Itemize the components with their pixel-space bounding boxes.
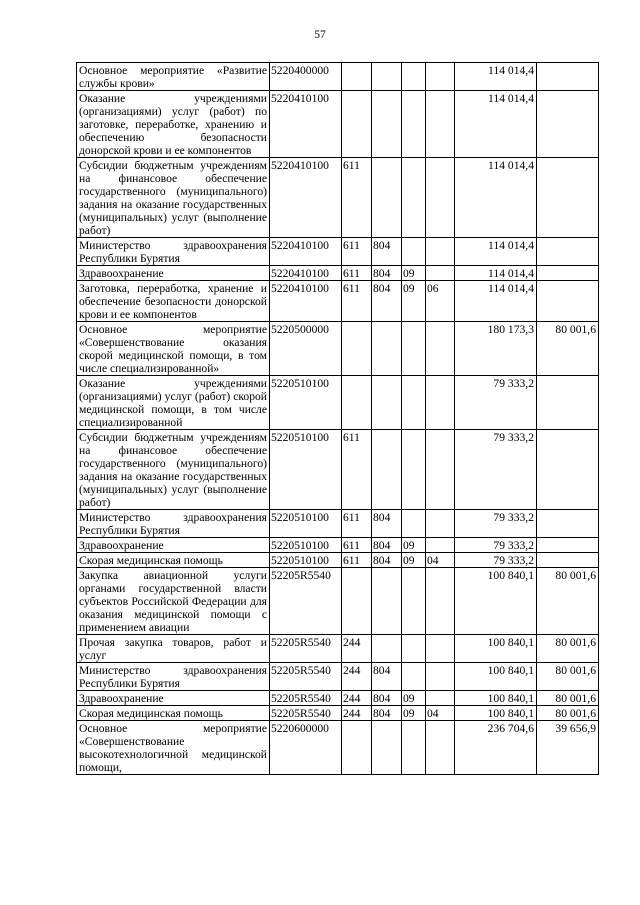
table-row (77, 691, 599, 706)
row-rz-cell (402, 510, 426, 538)
row-grbs-cell: 804 (372, 691, 402, 706)
row-federal-amount-cell (537, 63, 599, 91)
row-rz-cell (402, 635, 426, 663)
row-vr-cell: 244 (342, 691, 372, 706)
row-vr-cell: 244 (342, 663, 372, 691)
row-rz-cell (402, 238, 426, 266)
row-grbs-cell: 804 (372, 266, 402, 281)
row-name-cell: Здравоохранение (77, 266, 270, 281)
row-rz-cell (402, 322, 426, 376)
row-csr-cell: 5220510100 (270, 376, 342, 430)
row-pr-cell (426, 721, 455, 775)
row-csr-cell: 5220500000 (270, 322, 342, 376)
row-name-cell: Оказание учреждениями (организациями) услуг (работ) скорой медицинской помощи, в том числе специализированной (77, 376, 270, 430)
row-csr-cell: 5220510100 (270, 510, 342, 538)
row-federal-amount-cell: 39 656,9 (537, 721, 599, 775)
row-pr-cell (426, 568, 455, 635)
row-rz-cell: 09 (402, 691, 426, 706)
row-amount-cell: 79 333,2 (455, 538, 537, 553)
row-name-cell: Субсидии бюджетным учреждениям на финансовое обеспечение государственного (муниципального) задания на оказание государственных (муниципальных) услуг (выполнение работ) (77, 158, 270, 238)
row-grbs-cell (372, 322, 402, 376)
row-rz-cell (402, 63, 426, 91)
row-grbs-cell: 804 (372, 663, 402, 691)
row-federal-amount-cell: 80 001,6 (537, 635, 599, 663)
row-federal-amount-cell: 80 001,6 (537, 322, 599, 376)
row-amount-cell: 79 333,2 (455, 376, 537, 430)
row-amount-cell: 79 333,2 (455, 430, 537, 510)
table-row (77, 430, 599, 510)
row-pr-cell (426, 430, 455, 510)
row-csr-cell: 52205R5540 (270, 663, 342, 691)
row-csr-cell: 5220510100 (270, 553, 342, 568)
table-row (77, 663, 599, 691)
row-vr-cell: 244 (342, 635, 372, 663)
row-pr-cell (426, 266, 455, 281)
row-federal-amount-cell (537, 376, 599, 430)
row-vr-cell: 611 (342, 158, 372, 238)
row-name-cell: Здравоохранение (77, 691, 270, 706)
row-amount-cell: 114 014,4 (455, 281, 537, 322)
row-name-cell: Прочая закупка товаров, работ и услуг (77, 635, 270, 663)
row-amount-cell: 180 173,3 (455, 322, 537, 376)
row-name-cell: Скорая медицинская помощь (77, 706, 270, 721)
row-name-cell: Заготовка, переработка, хранение и обеспечение безопасности донорской крови и ее компонентов (77, 281, 270, 322)
row-amount-cell: 100 840,1 (455, 568, 537, 635)
row-rz-cell: 09 (402, 266, 426, 281)
row-vr-cell: 611 (342, 266, 372, 281)
row-csr-cell: 52205R5540 (270, 706, 342, 721)
row-federal-amount-cell (537, 158, 599, 238)
row-vr-cell: 244 (342, 706, 372, 721)
row-pr-cell: 04 (426, 553, 455, 568)
row-pr-cell (426, 63, 455, 91)
row-grbs-cell (372, 430, 402, 510)
row-rz-cell (402, 376, 426, 430)
row-csr-cell: 5220410100 (270, 281, 342, 322)
row-name-cell: Оказание учреждениями (организациями) услуг (работ) по заготовке, переработке, хранению и обеспечению безопасности донорской крови и ее компонентов (77, 91, 270, 158)
row-rz-cell: 09 (402, 538, 426, 553)
table-row (77, 635, 599, 663)
row-name-cell: Министерство здравоохранения Республики Бурятия (77, 510, 270, 538)
table-row (77, 266, 599, 281)
table-row (77, 281, 599, 322)
row-amount-cell: 114 014,4 (455, 63, 537, 91)
row-pr-cell: 06 (426, 281, 455, 322)
row-vr-cell (342, 376, 372, 430)
row-rz-cell (402, 721, 426, 775)
row-grbs-cell: 804 (372, 538, 402, 553)
row-amount-cell: 114 014,4 (455, 91, 537, 158)
row-amount-cell: 100 840,1 (455, 691, 537, 706)
row-grbs-cell (372, 376, 402, 430)
row-pr-cell (426, 538, 455, 553)
table-row (77, 510, 599, 538)
row-rz-cell (402, 568, 426, 635)
row-vr-cell: 611 (342, 538, 372, 553)
row-grbs-cell: 804 (372, 553, 402, 568)
table-row (77, 158, 599, 238)
row-grbs-cell: 804 (372, 238, 402, 266)
row-federal-amount-cell: 80 001,6 (537, 706, 599, 721)
row-amount-cell: 236 704,6 (455, 721, 537, 775)
row-vr-cell: 611 (342, 430, 372, 510)
row-name-cell: Скорая медицинская помощь (77, 553, 270, 568)
row-federal-amount-cell: 80 001,6 (537, 568, 599, 635)
row-csr-cell: 5220410100 (270, 158, 342, 238)
row-name-cell: Закупка авиационной услуги органами государственной власти субъектов Российской Федерации для оказания медицинской помощи с применением авиации (77, 568, 270, 635)
row-vr-cell: 611 (342, 553, 372, 568)
row-grbs-cell (372, 635, 402, 663)
row-federal-amount-cell: 80 001,6 (537, 663, 599, 691)
row-federal-amount-cell: 80 001,6 (537, 691, 599, 706)
table-row (77, 322, 599, 376)
row-vr-cell: 611 (342, 281, 372, 322)
table-row (77, 538, 599, 553)
row-csr-cell: 5220410100 (270, 238, 342, 266)
row-grbs-cell: 804 (372, 510, 402, 538)
row-name-cell: Субсидии бюджетным учреждениям на финансовое обеспечение государственного (муниципального) задания на оказание государственных (муниципальных) услуг (выполнение работ) (77, 430, 270, 510)
row-vr-cell (342, 63, 372, 91)
row-vr-cell (342, 91, 372, 158)
row-amount-cell: 114 014,4 (455, 238, 537, 266)
row-rz-cell: 09 (402, 553, 426, 568)
row-amount-cell: 79 333,2 (455, 553, 537, 568)
row-grbs-cell (372, 721, 402, 775)
row-name-cell: Основное мероприятие «Совершенствование оказания скорой медицинской помощи, в том числе специализированной» (77, 322, 270, 376)
row-grbs-cell (372, 91, 402, 158)
row-pr-cell (426, 238, 455, 266)
row-pr-cell (426, 691, 455, 706)
row-name-cell: Основное мероприятие «Совершенствование высокотехнологичной медицинской помощи, (77, 721, 270, 775)
row-pr-cell (426, 510, 455, 538)
table-row (77, 706, 599, 721)
row-csr-cell: 5220510100 (270, 538, 342, 553)
row-name-cell: Министерство здравоохранения Республики Бурятия (77, 663, 270, 691)
table-row (77, 553, 599, 568)
row-rz-cell (402, 430, 426, 510)
row-federal-amount-cell (537, 510, 599, 538)
row-csr-cell: 52205R5540 (270, 691, 342, 706)
row-csr-cell: 5220410100 (270, 266, 342, 281)
row-federal-amount-cell (537, 238, 599, 266)
row-federal-amount-cell (537, 281, 599, 322)
row-name-cell: Основное мероприятие «Развитие службы крови» (77, 63, 270, 91)
page-number: 57 (314, 29, 326, 41)
row-csr-cell: 5220510100 (270, 430, 342, 510)
row-name-cell: Министерство здравоохранения Республики Бурятия (77, 238, 270, 266)
row-pr-cell (426, 91, 455, 158)
row-rz-cell (402, 91, 426, 158)
budget-table (76, 62, 599, 775)
row-grbs-cell (372, 158, 402, 238)
table-row (77, 721, 599, 775)
row-federal-amount-cell (537, 553, 599, 568)
row-rz-cell (402, 158, 426, 238)
row-vr-cell (342, 568, 372, 635)
table-row (77, 376, 599, 430)
row-federal-amount-cell (537, 91, 599, 158)
row-csr-cell: 5220600000 (270, 721, 342, 775)
row-csr-cell: 52205R5540 (270, 635, 342, 663)
row-pr-cell: 04 (426, 706, 455, 721)
table-row (77, 91, 599, 158)
row-amount-cell: 114 014,4 (455, 266, 537, 281)
row-amount-cell: 114 014,4 (455, 158, 537, 238)
table-body (77, 63, 599, 775)
row-federal-amount-cell (537, 266, 599, 281)
row-amount-cell: 79 333,2 (455, 510, 537, 538)
row-vr-cell (342, 322, 372, 376)
row-csr-cell: 5220400000 (270, 63, 342, 91)
table-row (77, 63, 599, 91)
row-vr-cell: 611 (342, 238, 372, 266)
row-pr-cell (426, 158, 455, 238)
row-amount-cell: 100 840,1 (455, 706, 537, 721)
row-csr-cell: 5220410100 (270, 91, 342, 158)
row-amount-cell: 100 840,1 (455, 663, 537, 691)
table-row (77, 238, 599, 266)
row-rz-cell: 09 (402, 281, 426, 322)
row-grbs-cell: 804 (372, 281, 402, 322)
row-pr-cell (426, 376, 455, 430)
row-federal-amount-cell (537, 430, 599, 510)
row-rz-cell (402, 663, 426, 691)
row-grbs-cell (372, 568, 402, 635)
row-csr-cell: 52205R5540 (270, 568, 342, 635)
row-pr-cell (426, 322, 455, 376)
table-row (77, 568, 599, 635)
row-pr-cell (426, 663, 455, 691)
row-grbs-cell: 804 (372, 706, 402, 721)
row-vr-cell (342, 721, 372, 775)
row-name-cell: Здравоохранение (77, 538, 270, 553)
row-rz-cell: 09 (402, 706, 426, 721)
row-federal-amount-cell (537, 538, 599, 553)
row-pr-cell (426, 635, 455, 663)
row-vr-cell: 611 (342, 510, 372, 538)
row-amount-cell: 100 840,1 (455, 635, 537, 663)
row-grbs-cell (372, 63, 402, 91)
